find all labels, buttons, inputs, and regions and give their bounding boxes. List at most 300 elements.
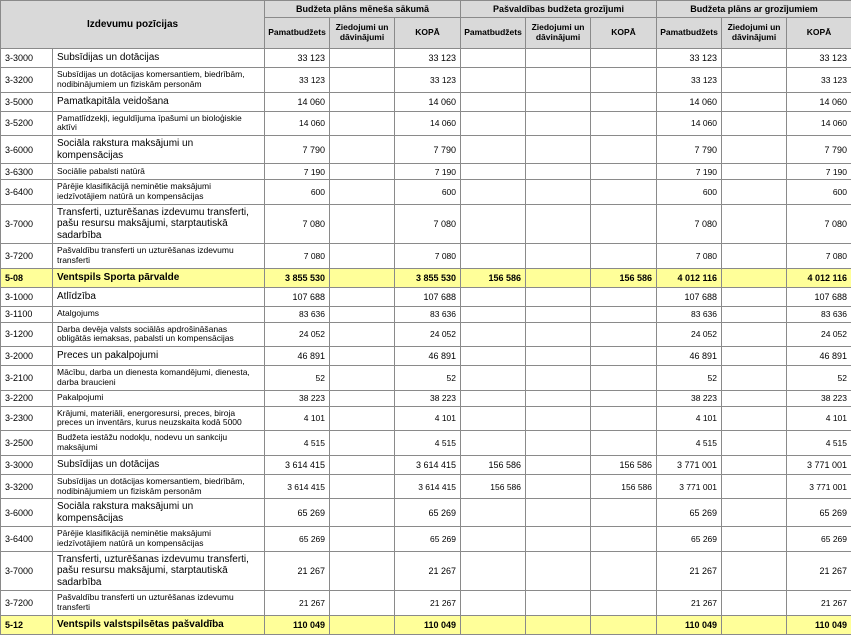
cell-value	[330, 268, 395, 287]
cell-value	[591, 92, 657, 111]
cell-value	[722, 615, 787, 634]
cell-value	[591, 287, 657, 306]
summary-row	[1, 615, 851, 634]
cell-value	[330, 591, 395, 616]
column-header-ziedojumi: Ziedojumi un dāvinājumi	[722, 18, 787, 49]
cell-value	[591, 591, 657, 616]
cell-value: 65 269	[657, 527, 722, 552]
cell-value: 65 269	[265, 527, 330, 552]
table-row	[1, 390, 851, 406]
column-header-positions: Izdevumu pozīcijas	[1, 1, 265, 49]
cell-value: 33 123	[265, 68, 330, 93]
column-group-municipal-amendments: Pašvaldības budžeta grozījumi	[461, 1, 657, 18]
cell-value	[461, 406, 526, 431]
row-name: Ventspils valstspilsētas pašvaldība	[53, 615, 265, 634]
cell-value: 156 586	[591, 268, 657, 287]
cell-value: 3 771 001	[657, 474, 722, 499]
cell-value	[330, 366, 395, 391]
cell-value: 46 891	[787, 347, 851, 366]
cell-value	[330, 244, 395, 269]
cell-value	[526, 615, 591, 634]
cell-value: 156 586	[461, 474, 526, 499]
cell-value	[330, 347, 395, 366]
cell-value	[591, 527, 657, 552]
cell-value	[526, 164, 591, 180]
column-header-pamatbudzets: Pamatbudžets	[265, 18, 330, 49]
column-header-kopa: KOPĀ	[591, 18, 657, 49]
cell-value: 107 688	[395, 287, 461, 306]
row-name: Pārējie klasifikācijā neminētie maksājumi iedzīvotājiem natūrā un kompensācijas	[53, 180, 265, 205]
cell-value: 24 052	[657, 322, 722, 347]
cell-value	[526, 527, 591, 552]
cell-value	[526, 322, 591, 347]
cell-value	[526, 204, 591, 244]
cell-value: 4 101	[787, 406, 851, 431]
cell-value	[526, 499, 591, 527]
cell-value	[330, 527, 395, 552]
cell-value: 65 269	[787, 527, 851, 552]
table-row	[1, 306, 851, 322]
cell-value	[330, 406, 395, 431]
cell-value: 110 049	[657, 615, 722, 634]
cell-value: 14 060	[395, 92, 461, 111]
cell-value	[526, 68, 591, 93]
cell-value: 46 891	[395, 347, 461, 366]
cell-value: 3 614 415	[265, 474, 330, 499]
table-row	[1, 366, 851, 391]
cell-value: 52	[395, 366, 461, 391]
cell-value	[330, 111, 395, 136]
table-row	[1, 455, 851, 474]
table-row	[1, 527, 851, 552]
cell-value: 33 123	[787, 68, 851, 93]
cell-value: 4 515	[787, 431, 851, 456]
cell-value	[461, 287, 526, 306]
cell-value	[591, 111, 657, 136]
table-row	[1, 68, 851, 93]
cell-value: 156 586	[591, 474, 657, 499]
cell-value: 7 080	[657, 204, 722, 244]
column-header-kopa: KOPĀ	[787, 18, 851, 49]
table-row	[1, 551, 851, 591]
table-row	[1, 431, 851, 456]
cell-value	[330, 164, 395, 180]
cell-value: 21 267	[787, 551, 851, 591]
cell-value	[330, 322, 395, 347]
cell-value: 52	[657, 366, 722, 391]
cell-value: 3 855 530	[265, 268, 330, 287]
cell-value	[722, 431, 787, 456]
table-row	[1, 111, 851, 136]
cell-value: 38 223	[657, 390, 722, 406]
table-row	[1, 180, 851, 205]
row-code: 3-6400	[1, 180, 53, 205]
cell-value	[330, 499, 395, 527]
cell-value: 4 515	[395, 431, 461, 456]
cell-value	[461, 92, 526, 111]
row-code: 3-6300	[1, 164, 53, 180]
row-name: Pakalpojumi	[53, 390, 265, 406]
cell-value: 110 049	[395, 615, 461, 634]
cell-value	[722, 390, 787, 406]
cell-value	[461, 306, 526, 322]
row-code: 3-2500	[1, 431, 53, 456]
table-row	[1, 591, 851, 616]
cell-value	[461, 591, 526, 616]
table-row	[1, 136, 851, 164]
row-name: Ventspils Sporta pārvalde	[53, 268, 265, 287]
cell-value	[722, 366, 787, 391]
cell-value	[526, 347, 591, 366]
row-code: 3-6000	[1, 136, 53, 164]
column-group-plan-month-start: Budžeta plāns mēneša sākumā	[265, 1, 461, 18]
cell-value	[722, 322, 787, 347]
row-code: 3-7000	[1, 204, 53, 244]
table-row	[1, 406, 851, 431]
row-name: Subsīdijas un dotācijas komersantiem, biedrībām, nodibinājumiem un fiziskām personām	[53, 68, 265, 93]
cell-value	[526, 244, 591, 269]
cell-value: 33 123	[657, 68, 722, 93]
cell-value	[461, 347, 526, 366]
cell-value: 7 080	[395, 204, 461, 244]
cell-value: 156 586	[591, 455, 657, 474]
cell-value: 14 060	[265, 92, 330, 111]
cell-value	[330, 474, 395, 499]
row-code: 3-1100	[1, 306, 53, 322]
cell-value: 4 101	[657, 406, 722, 431]
cell-value: 38 223	[395, 390, 461, 406]
table-row	[1, 49, 851, 68]
cell-value: 4 101	[265, 406, 330, 431]
cell-value	[461, 551, 526, 591]
cell-value: 7 080	[657, 244, 722, 269]
cell-value	[591, 306, 657, 322]
table-row	[1, 164, 851, 180]
cell-value: 3 614 415	[265, 455, 330, 474]
cell-value: 4 012 116	[787, 268, 851, 287]
row-name: Preces un pakalpojumi	[53, 347, 265, 366]
cell-value	[330, 136, 395, 164]
cell-value: 7 790	[787, 136, 851, 164]
cell-value	[461, 366, 526, 391]
cell-value: 83 636	[657, 306, 722, 322]
row-name: Pašvaldību transferti un uzturēšanas izdevumu transferti	[53, 591, 265, 616]
cell-value: 83 636	[395, 306, 461, 322]
cell-value: 3 771 001	[787, 455, 851, 474]
cell-value: 65 269	[265, 499, 330, 527]
cell-value: 21 267	[395, 551, 461, 591]
table-header	[1, 1, 851, 49]
row-name: Transferti, uzturēšanas izdevumu transferti, pašu resursu maksājumi, starptautiskā sadarbība	[53, 204, 265, 244]
row-code: 3-1000	[1, 287, 53, 306]
cell-value	[722, 244, 787, 269]
row-name: Transferti, uzturēšanas izdevumu transferti, pašu resursu maksājumi, starptautiskā sadarbība	[53, 551, 265, 591]
cell-value	[722, 455, 787, 474]
row-code: 3-6000	[1, 499, 53, 527]
cell-value	[591, 347, 657, 366]
cell-value: 156 586	[461, 455, 526, 474]
cell-value	[722, 499, 787, 527]
cell-value: 600	[395, 180, 461, 205]
cell-value	[722, 406, 787, 431]
cell-value	[722, 49, 787, 68]
cell-value	[461, 322, 526, 347]
cell-value	[722, 591, 787, 616]
column-header-ziedojumi: Ziedojumi un dāvinājumi	[526, 18, 591, 49]
cell-value: 14 060	[395, 111, 461, 136]
cell-value	[461, 180, 526, 205]
cell-value	[330, 431, 395, 456]
column-header-pamatbudzets: Pamatbudžets	[657, 18, 722, 49]
cell-value	[330, 49, 395, 68]
cell-value: 65 269	[395, 527, 461, 552]
cell-value	[591, 322, 657, 347]
cell-value	[461, 49, 526, 68]
cell-value: 600	[657, 180, 722, 205]
cell-value	[526, 366, 591, 391]
cell-value	[591, 136, 657, 164]
cell-value: 3 771 001	[787, 474, 851, 499]
cell-value	[526, 92, 591, 111]
row-name: Pamatlīdzekļi, ieguldījuma īpašumi un bioloģiskie aktīvi	[53, 111, 265, 136]
cell-value: 83 636	[787, 306, 851, 322]
cell-value	[591, 431, 657, 456]
cell-value	[461, 390, 526, 406]
cell-value: 7 080	[787, 204, 851, 244]
cell-value: 107 688	[657, 287, 722, 306]
row-name: Krājumi, materiāli, energoresursi, preces, biroja preces un inventārs, kurus neuzskaita kodā 5000	[53, 406, 265, 431]
cell-value: 7 790	[265, 136, 330, 164]
cell-value	[526, 591, 591, 616]
row-name: Subsīdijas un dotācijas	[53, 49, 265, 68]
cell-value: 33 123	[395, 49, 461, 68]
cell-value: 46 891	[657, 347, 722, 366]
cell-value: 33 123	[395, 68, 461, 93]
table-row	[1, 474, 851, 499]
cell-value	[526, 406, 591, 431]
cell-value: 14 060	[787, 92, 851, 111]
cell-value: 33 123	[265, 49, 330, 68]
cell-value: 38 223	[787, 390, 851, 406]
cell-value	[722, 474, 787, 499]
cell-value	[722, 68, 787, 93]
cell-value	[461, 527, 526, 552]
table-row	[1, 347, 851, 366]
cell-value	[591, 406, 657, 431]
cell-value	[526, 287, 591, 306]
cell-value: 24 052	[395, 322, 461, 347]
group-header-row	[1, 1, 851, 18]
cell-value	[722, 347, 787, 366]
cell-value	[591, 499, 657, 527]
cell-value: 7 190	[265, 164, 330, 180]
cell-value: 7 190	[657, 164, 722, 180]
cell-value: 14 060	[657, 92, 722, 111]
cell-value	[461, 136, 526, 164]
table-row	[1, 92, 851, 111]
row-code: 3-5200	[1, 111, 53, 136]
cell-value	[591, 551, 657, 591]
cell-value	[722, 136, 787, 164]
cell-value	[461, 244, 526, 269]
cell-value	[591, 390, 657, 406]
cell-value: 46 891	[265, 347, 330, 366]
row-name: Atalgojums	[53, 306, 265, 322]
cell-value	[461, 164, 526, 180]
table-row	[1, 244, 851, 269]
cell-value	[330, 306, 395, 322]
cell-value	[591, 164, 657, 180]
cell-value	[526, 49, 591, 68]
cell-value: 83 636	[265, 306, 330, 322]
cell-value	[722, 268, 787, 287]
cell-value: 7 080	[395, 244, 461, 269]
cell-value	[722, 306, 787, 322]
cell-value: 3 614 415	[395, 455, 461, 474]
cell-value	[722, 287, 787, 306]
row-code: 3-5000	[1, 92, 53, 111]
cell-value: 65 269	[787, 499, 851, 527]
cell-value: 110 049	[265, 615, 330, 634]
cell-value	[722, 164, 787, 180]
summary-row	[1, 268, 851, 287]
cell-value: 52	[265, 366, 330, 391]
cell-value: 3 771 001	[657, 455, 722, 474]
cell-value: 14 060	[787, 111, 851, 136]
cell-value	[330, 551, 395, 591]
cell-value: 4 515	[265, 431, 330, 456]
cell-value: 21 267	[265, 551, 330, 591]
row-code: 3-7200	[1, 591, 53, 616]
cell-value	[330, 615, 395, 634]
cell-value	[461, 615, 526, 634]
cell-value	[526, 111, 591, 136]
cell-value	[526, 551, 591, 591]
cell-value: 21 267	[657, 551, 722, 591]
row-name: Atlīdzība	[53, 287, 265, 306]
cell-value: 7 080	[787, 244, 851, 269]
row-code: 3-3200	[1, 474, 53, 499]
cell-value	[461, 111, 526, 136]
cell-value	[526, 474, 591, 499]
cell-value	[461, 431, 526, 456]
cell-value: 7 190	[787, 164, 851, 180]
cell-value: 33 123	[657, 49, 722, 68]
cell-value: 38 223	[265, 390, 330, 406]
cell-value	[722, 204, 787, 244]
cell-value	[591, 244, 657, 269]
cell-value	[330, 455, 395, 474]
cell-value	[526, 180, 591, 205]
row-code: 5-08	[1, 268, 53, 287]
row-code: 3-2300	[1, 406, 53, 431]
cell-value: 7 190	[395, 164, 461, 180]
cell-value	[330, 68, 395, 93]
cell-value	[461, 499, 526, 527]
cell-value: 7 790	[657, 136, 722, 164]
row-name: Pamatkapitāla veidošana	[53, 92, 265, 111]
row-code: 3-3000	[1, 49, 53, 68]
row-name: Pārējie klasifikācijā neminētie maksājumi iedzīvotājiem natūrā un kompensācijas	[53, 527, 265, 552]
cell-value	[526, 306, 591, 322]
table-row	[1, 204, 851, 244]
cell-value	[330, 287, 395, 306]
cell-value: 7 080	[265, 244, 330, 269]
cell-value: 600	[787, 180, 851, 205]
cell-value	[722, 111, 787, 136]
cell-value: 600	[265, 180, 330, 205]
column-header-pamatbudzets: Pamatbudžets	[461, 18, 526, 49]
cell-value: 110 049	[787, 615, 851, 634]
row-code: 3-7200	[1, 244, 53, 269]
row-name: Sociāla rakstura maksājumi un kompensācijas	[53, 136, 265, 164]
row-name: Darba devēja valsts sociālās apdrošināšanas obligātās iemaksas, pabalsti un kompensācijas	[53, 322, 265, 347]
row-code: 5-12	[1, 615, 53, 634]
cell-value: 14 060	[657, 111, 722, 136]
cell-value	[330, 92, 395, 111]
row-name: Mācību, darba un dienesta komandējumi, dienesta, darba braucieni	[53, 366, 265, 391]
cell-value: 107 688	[787, 287, 851, 306]
cell-value: 52	[787, 366, 851, 391]
row-name: Sociāla rakstura maksājumi un kompensācijas	[53, 499, 265, 527]
cell-value: 21 267	[787, 591, 851, 616]
cell-value: 7 080	[265, 204, 330, 244]
cell-value	[526, 390, 591, 406]
cell-value	[722, 527, 787, 552]
cell-value: 107 688	[265, 287, 330, 306]
row-code: 3-6400	[1, 527, 53, 552]
row-code: 3-7000	[1, 551, 53, 591]
cell-value: 24 052	[787, 322, 851, 347]
row-code: 3-3000	[1, 455, 53, 474]
cell-value	[591, 49, 657, 68]
cell-value: 156 586	[461, 268, 526, 287]
cell-value	[591, 366, 657, 391]
table-row	[1, 322, 851, 347]
cell-value: 21 267	[395, 591, 461, 616]
cell-value: 4 101	[395, 406, 461, 431]
cell-value	[526, 268, 591, 287]
cell-value	[591, 615, 657, 634]
cell-value: 14 060	[265, 111, 330, 136]
row-name: Budžeta iestāžu nodokļu, nodevu un sankciju maksājumi	[53, 431, 265, 456]
cell-value: 24 052	[265, 322, 330, 347]
row-name: Sociālie pabalsti natūrā	[53, 164, 265, 180]
cell-value: 65 269	[395, 499, 461, 527]
cell-value: 33 123	[787, 49, 851, 68]
column-group-plan-with-amendments: Budžeta plāns ar grozījumiem	[657, 1, 851, 18]
cell-value	[722, 551, 787, 591]
cell-value	[461, 204, 526, 244]
cell-value	[591, 180, 657, 205]
cell-value: 65 269	[657, 499, 722, 527]
row-name: Subsīdijas un dotācijas	[53, 455, 265, 474]
column-header-kopa: KOPĀ	[395, 18, 461, 49]
row-name: Pašvaldību transferti un uzturēšanas izdevumu transferti	[53, 244, 265, 269]
cell-value: 21 267	[657, 591, 722, 616]
cell-value	[591, 68, 657, 93]
cell-value: 21 267	[265, 591, 330, 616]
row-code: 3-2100	[1, 366, 53, 391]
table-body	[1, 49, 851, 635]
cell-value: 4 012 116	[657, 268, 722, 287]
table-row	[1, 499, 851, 527]
row-code: 3-3200	[1, 68, 53, 93]
cell-value: 7 790	[395, 136, 461, 164]
column-header-ziedojumi: Ziedojumi un dāvinājumi	[330, 18, 395, 49]
cell-value	[330, 180, 395, 205]
cell-value: 3 855 530	[395, 268, 461, 287]
